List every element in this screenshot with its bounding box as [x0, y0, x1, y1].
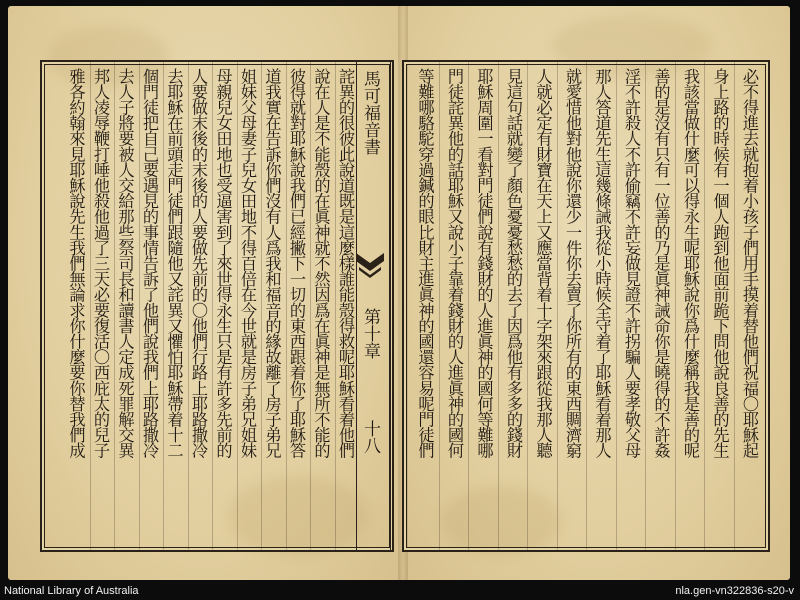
page-number: 十八: [360, 420, 380, 454]
column-rule: [734, 62, 735, 550]
fishtail-mark-icon: [356, 253, 384, 279]
text-column: 去人子將要被人交給那些祭司長和讀書人定成死罪解交異: [115, 68, 135, 459]
text-column: 善的是沒有只有一位善的乃是眞神誡命你是曉得的不許姦: [651, 68, 671, 459]
column-rule: [188, 62, 189, 550]
text-frame-right: [40, 60, 394, 552]
text-column: 淫不許殺人不許偷竊不許妄做見證不許拐騙人要孝敬父母: [622, 68, 641, 459]
text-column: 說在人是不能殼的在眞神就不然因爲在眞神是無所不能的: [311, 68, 331, 459]
chapter-label: 第十章: [360, 308, 380, 359]
text-column: 就愛惜他對他說你還少一件你去賣了你所有的東西賙濟窮: [563, 68, 582, 459]
column-rule: [468, 62, 469, 550]
column-rule: [645, 62, 646, 550]
text-column: 人要做末後的末後的人要做先前的〇他們行路上耶路撒冷: [189, 68, 208, 459]
text-column: 個門徒把自己要遇見的事情告訴了他們說我們上耶路撒冷: [140, 68, 159, 459]
column-rule: [237, 62, 238, 550]
footer-record-id: nla.gen-vn322836-s20-v: [675, 585, 794, 597]
column-rule: [704, 62, 705, 550]
text-column: 彼得就對耶穌說我們已經撇下一切的東西跟着你了耶穌答: [287, 68, 306, 459]
archive-footer: [0, 582, 800, 600]
text-column: 必不得進去就抱着小孩子們用手摸着替他們祝福〇耶穌起: [740, 68, 759, 459]
column-rule: [286, 62, 287, 550]
text-frame-left: [402, 60, 770, 552]
column-rule: [439, 62, 440, 550]
margin-rule: [390, 62, 391, 550]
column-rule: [114, 62, 115, 550]
text-column: 邦人凌辱鞭打唾他殺他過了三天必要復活〇西庇太的兒子: [91, 68, 110, 459]
text-column: 見這句話就變了顏色憂憂愁愁的去了因爲他有多多的錢財: [504, 68, 523, 459]
text-column: 等難哪駱駝穿過鍼的眼比財主進眞神的國還容易呢門徒們: [415, 68, 435, 459]
text-column: 身上路的時候有一個人跑到他面前跪下問他說良善的先生: [710, 68, 730, 459]
column-rule: [212, 62, 213, 550]
footer-library-name: National Library of Australia: [4, 585, 139, 597]
column-rule: [335, 62, 336, 550]
text-column: 人就必定有財寶在天上又應當背着十字架來跟從我那人聽: [533, 68, 553, 459]
text-column: 道我實在告訴你們沒有人爲我和福音的緣故離了房子弟兄: [262, 68, 282, 459]
column-rule: [675, 62, 676, 550]
book-title: 馬可福音書: [360, 70, 380, 155]
text-column: 耶穌周圍一看對門徒們說有錢財的人進眞神的國何等難哪: [474, 68, 494, 459]
column-rule: [586, 62, 587, 550]
text-column: 門徒詫異他的話耶穌又說小子靠着錢財的人進眞神的國何: [445, 68, 464, 459]
centerfold-margin: [357, 70, 383, 540]
column-rule: [139, 62, 140, 550]
text-column: 那人答道先生這幾條誡我從小時候全守着了耶穌看着那人: [592, 68, 612, 459]
column-rule: [616, 62, 617, 550]
text-column: 我該當做什麼可以得永生呢耶穌說你爲什麼稱我是善的呢: [681, 68, 700, 459]
column-rule: [163, 62, 164, 550]
text-column: 詫異的很彼此說道既是這麼樣誰能殼得救呢耶穌看着他們: [336, 68, 355, 459]
text-column: 母親兒女田地也受逼害到了來世得永生只是有許多先前的: [213, 68, 233, 459]
text-column: 去耶穌在前頭走門徒們跟隨他又詫異又懼怕耶穌帶着十二: [164, 68, 184, 459]
column-rule: [261, 62, 262, 550]
column-rule: [498, 62, 499, 550]
text-column: 姐妹父母妻子兒女田地不得百倍在今世就是房子弟兄姐妹: [238, 68, 257, 459]
column-rule: [310, 62, 311, 550]
text-column: 雅各約翰來見耶穌說先生我們無論求你什麼要你替我們成: [66, 68, 86, 459]
column-rule: [527, 62, 528, 550]
column-rule: [557, 62, 558, 550]
column-rule: [90, 62, 91, 550]
